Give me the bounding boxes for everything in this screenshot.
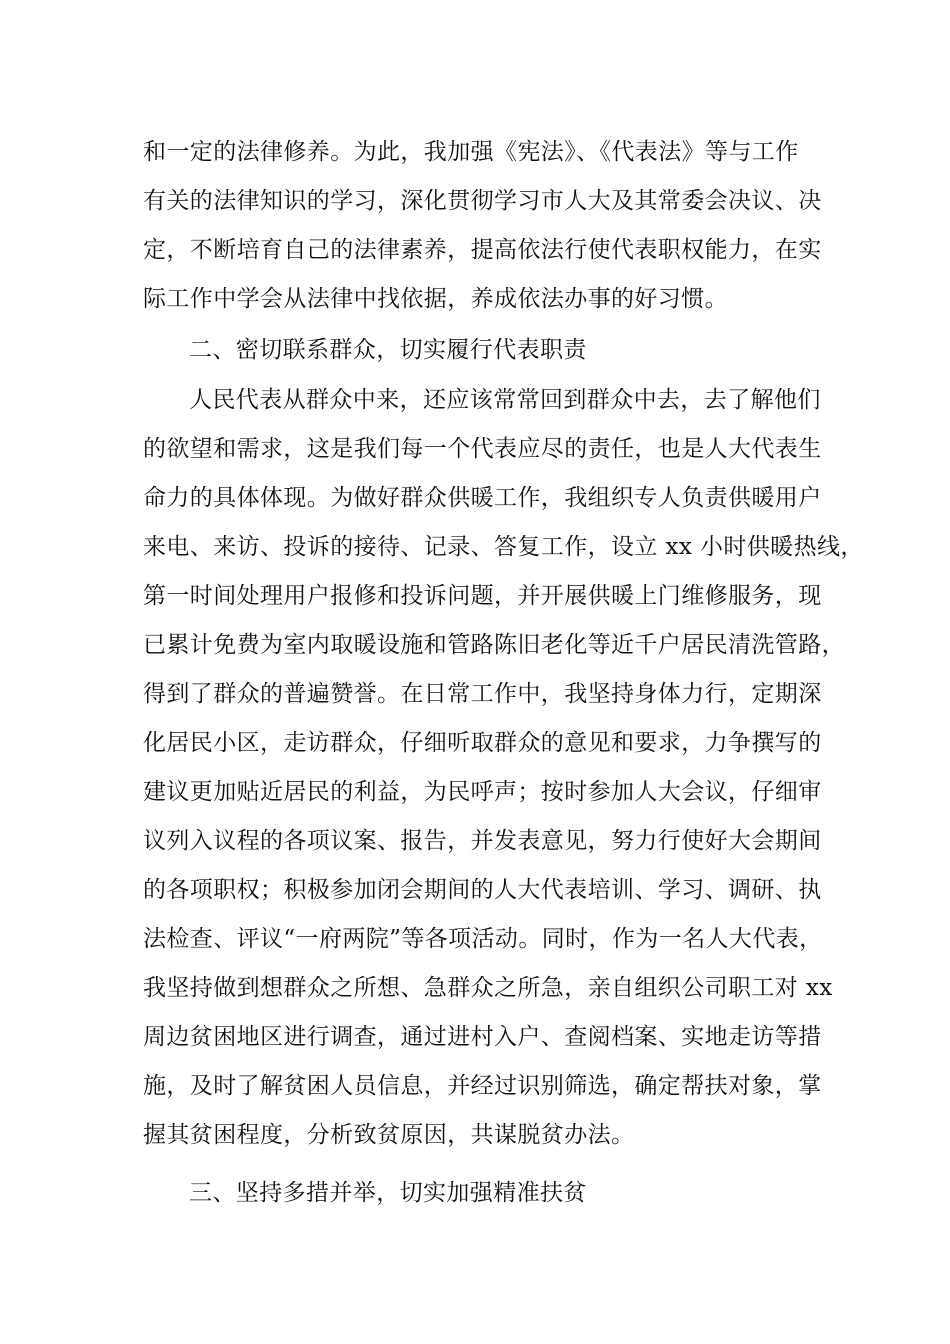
text-line: 议列入议程的各项议案、报告，并发表意见，努力行使好大会期间 [143, 828, 822, 854]
text-line: 我坚持做到想群众之所想、急群众之所急，亲自组织公司职工对 xx [143, 975, 833, 1001]
text-line: 周边贫困地区进行调查，通过进村入户、查阅档案、实地走访等措 [143, 1024, 822, 1050]
text-line: 来电、来访、投诉的接待、记录、答复工作，设立 xx 小时供暖热线， [143, 534, 864, 560]
paragraph-first-line: 人民代表从群众中来，还应该常常回到群众中去，去了解他们 [189, 387, 821, 413]
text-line: 化居民小区，走访群众，仔细听取群众的意见和要求，力争撰写的 [143, 730, 822, 756]
section-heading: 三、坚持多措并举，切实加强精准扶贫 [189, 1180, 587, 1206]
text-line: 的欲望和需求，这是我们每一个代表应尽的责任，也是人大代表生 [143, 436, 822, 462]
text-line: 命力的具体体现。为做好群众供暖工作，我组织专人负责供暖用户 [143, 485, 822, 511]
text-line: 已累计免费为室内取暖设施和管路陈旧老化等近千户居民清洗管路， [143, 632, 845, 658]
text-line: 和一定的法律修养。为此，我加强《宪法》、《代表法》等与工作 [143, 139, 799, 165]
text-line: 的各项职权；积极参加闭会期间的人大代表培训、学习、调研、执 [143, 877, 822, 903]
text-line: 第一时间处理用户报修和投诉问题，并开展供暖上门维修服务，现 [143, 583, 822, 609]
text-line: 施，及时了解贫困人员信息，并经过识别筛选，确定帮扶对象，掌 [143, 1073, 822, 1099]
text-line: 得到了群众的普遍赞誉。在日常工作中，我坚持身体力行，定期深 [143, 681, 822, 707]
text-line: 际工作中学会从法律中找依据，养成依法办事的好习惯。 [143, 286, 728, 312]
text-line: 有关的法律知识的学习，深化贯彻学习市人大及其常委会决议、决 [143, 188, 822, 214]
text-line: 定，不断培育自己的法律素养，提高依法行使代表职权能力，在实 [143, 237, 822, 263]
section-heading: 二、密切联系群众，切实履行代表职责 [189, 337, 587, 363]
text-line: 法检查、评议“一府两院”等各项活动。同时，作为一名人大代表， [143, 926, 823, 952]
text-line: 握其贫困程度，分析致贫原因，共谋脱贫办法。 [143, 1122, 635, 1148]
text-line: 建议更加贴近居民的利益，为民呼声；按时参加人大会议，仔细审 [143, 779, 822, 805]
